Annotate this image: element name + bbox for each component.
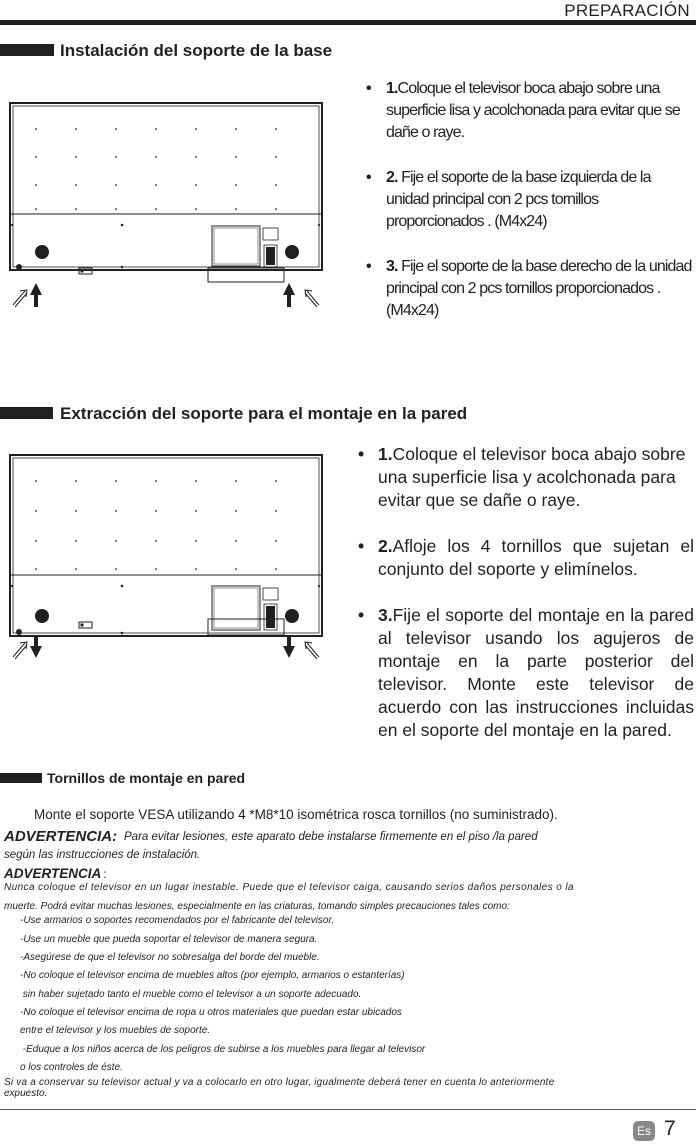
warning2-line: -Use un mueble que pueda soportar el televisor de manera segura.: [20, 934, 318, 945]
step-number: 2.: [378, 536, 393, 556]
tv-back-illustration-wall: [8, 454, 326, 664]
warning2-line: -Use armarios o soportes recomendados por el fabricante del televisor.: [20, 915, 335, 926]
warning2-line: -Asegúrese de que el televisor no sobresalga del borde del mueble.: [20, 952, 320, 963]
header-rule: [0, 20, 696, 25]
step-number: 2.: [386, 169, 398, 186]
tv-back-illustration-stand: [8, 102, 326, 312]
footer-rule: [0, 1109, 696, 1110]
section2-bar: [0, 407, 53, 419]
step-text: Fije el soporte del montaje en la pared al televisor usando los agujeros de montaje en la parte posterior del televisor. Monte este televisor de acuerdo con las instrucciones incluidas en el soporte del montaje en la pared.: [378, 605, 694, 740]
section2-step: [358, 535, 694, 581]
section2-title: Extracción del soporte para el montaje en la pared: [60, 404, 468, 423]
warning1-heading: ADVERTENCIA:: [4, 828, 118, 845]
section2-step: [358, 443, 694, 512]
step-text: Coloque el televisor boca abajo sobre una superficie lisa y acolchonada para evitar que se dañe o raye.: [378, 444, 686, 510]
step-number: 3.: [378, 605, 393, 625]
warning2-line: muerte. Podrá evitar muchas lesiones, especialmente en las criaturas, tomando simples precauciones tales como:: [4, 901, 510, 912]
warning2-colon: :: [103, 867, 107, 881]
warning1-text: Para evitar lesiones, este aparato debe instalarse firmemente en el piso /la pared: [124, 831, 538, 843]
warning2-line: -Eduque a los niños acerca de los peligros de subirse a los muebles para llegar al televisor: [20, 1044, 426, 1055]
warning2-line: Si va a conservar su televisor actual y va a colocarlo en otro lugar, igualmente deberá tener en cuenta lo anteriormente: [4, 1077, 555, 1088]
warning2-line: -No coloque el televisor encima de ropa u otros materiales que puedan estar ubicados: [20, 1007, 402, 1018]
warning2-heading-text: ADVERTENCIA: [4, 866, 102, 881]
warning2-heading: [4, 866, 107, 881]
warning2-line: entre el televisor y los muebles de soporte.: [20, 1025, 211, 1036]
section2-step: [358, 604, 694, 742]
section1-steps: [366, 78, 692, 345]
step-text: Fije el soporte de la base izquierda de la unidad principal con 2 pcs tornillos proporcionados . (M4x24): [386, 169, 651, 230]
screws-title: Tornillos de montaje en pared: [47, 770, 246, 786]
step-text: Coloque el televisor boca abajo sobre una superficie lisa y acolchonada para evitar que se dañe o raye.: [386, 80, 680, 141]
screws-bar: [0, 773, 42, 783]
warning2-line: -No coloque el televisor encima de muebles altos (por ejemplo, armarios o estanterías): [20, 970, 405, 981]
step-number: 1.: [386, 80, 398, 97]
warning2-line: Nunca coloque el televisor en un lugar inestable. Puede que el televisor caiga, causando serios daños personales o la: [4, 882, 574, 893]
section2-steps: [358, 443, 694, 765]
step-number: 3.: [386, 258, 398, 275]
warning2-line: sin haber sujetado tanto el mueble como el televisor a un soporte adecuado.: [20, 989, 362, 1000]
warning1-text-cont: según las instrucciones de instalación.: [4, 849, 201, 861]
step-text: Fije el soporte de la base derecho de la unidad principal con 2 pcs tornillos proporcionados . (M4x24): [386, 258, 692, 319]
warning2-line: expuesto.: [4, 1088, 48, 1099]
section1-step: [366, 167, 692, 233]
step-number: 1.: [378, 444, 393, 464]
section1-step: [366, 256, 692, 322]
section1-bar: [0, 44, 54, 56]
section1-title: Instalación del soporte de la base: [60, 41, 333, 60]
vesa-text: Monte el soporte VESA utilizando 4 *M8*10 isométrica rosca tornillos (no suministrado).: [34, 807, 558, 822]
page-header-title: PREPARACIÓN: [564, 1, 690, 20]
page-number: 7: [664, 1117, 676, 1140]
warning2-line: o los controles de éste.: [20, 1062, 123, 1073]
language-badge: Es: [633, 1121, 655, 1141]
step-text: Afloje los 4 tornillos que sujetan el conjunto del soporte y elimínelos.: [378, 536, 694, 579]
section1-step: [366, 78, 692, 144]
